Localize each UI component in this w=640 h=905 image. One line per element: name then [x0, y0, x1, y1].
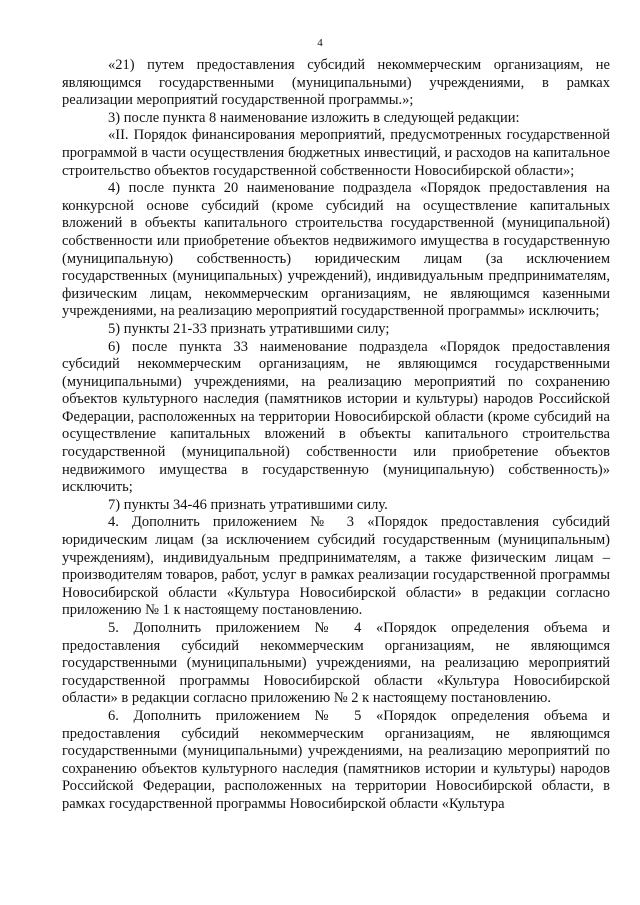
paragraph-4: 4) после пункта 20 наименование подраздела «Порядок предоставления на конкурсной основе субсидий (кроме субсидий на осуществление капитальных вложений в объекты капитального строительства государственной (муниципальной) собственности или приобретение объектов недвижимого имущества в государственную (муниципальную) собственность) юридическим лицам (за исключением государственных (муниципальных) учреждений), индивидуальным предпринимателям, физическим лицам, некоммерческим организациям, не являющимся казенными учреждениями, на реализацию мероприятий государственной программы» исключить; — [62, 180, 610, 320]
paragraph-9: 5. Дополнить приложением № 4 «Порядок определения объема и предоставления субсидий некоммерческим организациям, не являющимся государственными (муниципальными) учреждениями, на реализацию мероприятий государственной программы Новосибирской области «Культура Новосибирской области» в редакции согласно приложению № 2 к настоящему постановлению. — [62, 620, 610, 707]
document-body — [62, 57, 610, 814]
paragraph-5: 5) пункты 21-33 признать утратившими силу; — [108, 320, 390, 337]
paragraph-7: 7) пункты 34-46 признать утратившими силу. — [108, 496, 388, 513]
paragraph-1: «21) путем предоставления субсидий некоммерческим организациям, не являющимся государственными (муниципальными) учреждениями, в рамках реализации мероприятий государственной программы.»; — [62, 57, 610, 109]
paragraph-2: 3) после пункта 8 наименование изложить в следующей редакции: — [108, 109, 520, 126]
paragraph-3: «II. Порядок финансирования мероприятий, предусмотренных государственной программой в части осуществления бюджетных инвестиций, и расходов на капитальное строительство объектов государственной собственности Новосибирской области»; — [62, 127, 610, 179]
page-number: 4 — [317, 37, 323, 49]
paragraph-6: 6) после пункта 33 наименование подраздела «Порядок предоставления субсидий некоммерческим организациям, не являющимся государственными (муниципальными) учреждениями, на реализацию мероприятий по сохранению объектов культурного наследия (памятников истории и культуры) народов Российской Федерации, расположенных на территории Новосибирской области (кроме субсидий на осуществление капитальных вложений в объекты капитального строительства государственной (муниципальной) собственности или приобретение объектов недвижимого имущества в государственную (муниципальную) собственность)» исключить; — [62, 338, 610, 496]
paragraph-10: 6. Дополнить приложением № 5 «Порядок определения объема и предоставления субсидий некоммерческим организациям, не являющимся государственными (муниципальными) учреждениями, на реализацию мероприятий по сохранению объектов культурного наследия (памятников истории и культуры) народов Российской Федерации, расположенных на территории Новосибирской области, в рамках государственной программы Новосибирской области «Культура — [62, 707, 610, 812]
paragraph-8: 4. Дополнить приложением № 3 «Порядок предоставления субсидий юридическим лицам (за исключением субсидий государственным (муниципальным) учреждениям), индивидуальным предпринимателям, а также физическим лицам – производителям товаров, работ, услуг в рамках реализации государственной программы Новосибирской области «Культура Новосибирской области» в редакции согласно приложению № 1 к настоящему постановлению. — [62, 514, 610, 619]
